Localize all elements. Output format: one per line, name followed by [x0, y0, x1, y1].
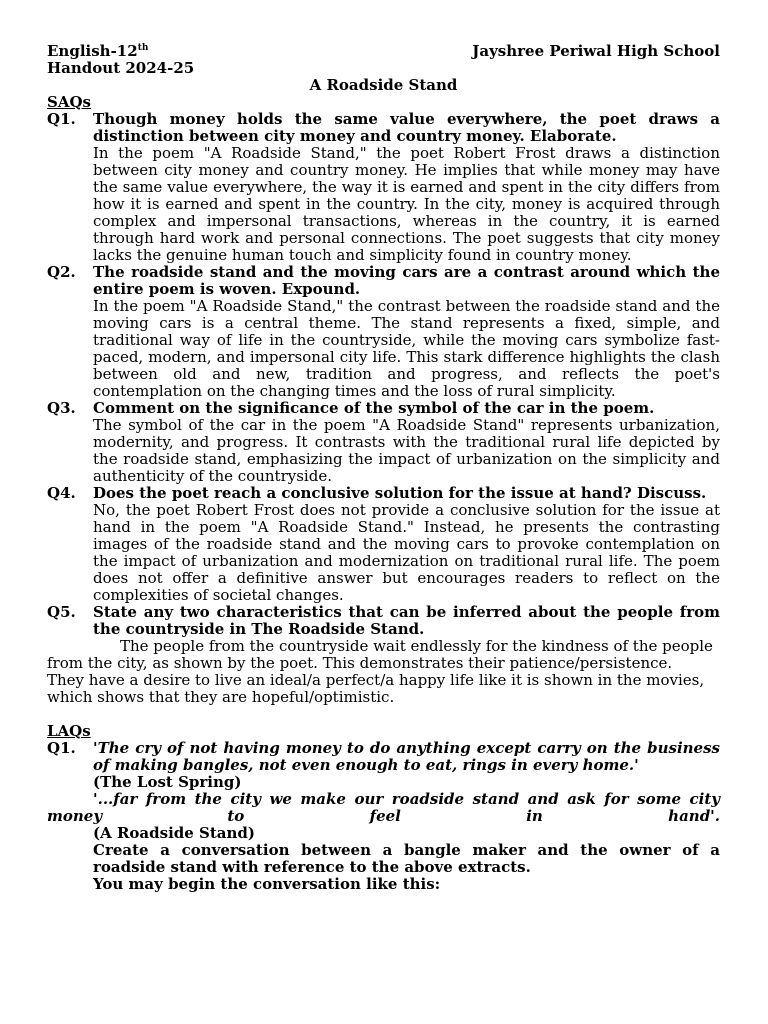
laq-q1-source1: (The Lost Spring): [93, 773, 242, 791]
laq-q1-source2: (A Roadside Stand): [93, 824, 256, 842]
answer-q1: In the poem "A Roadside Stand," the poet Robert Frost draws a distinction between city money and country money. He implies that while money may have the same value everywhere, the way it is earned and spent in the city differs from how it is earned and spent in the country. In the city, money is acquired through complex and impersonal transactions, whereas in the country, it is earned through hard work and personal connections. The poet suggests that city money lacks the genuine human touch and simplicity found in country money.: [93, 144, 720, 264]
laqs-heading: LAQs: [47, 722, 91, 740]
laq-q1-task: Create a conversation between a bangle maker and the owner of a roadside stand with reference to the above extracts.: [93, 841, 720, 876]
answer-q5-part2: They have a desire to live an ideal/a perfect/a happy life like it is shown in the movies, which shows that they are hopeful/optimistic.: [47, 671, 705, 706]
question-q4: Q4. Does the poet reach a conclusive solution for the issue at hand? Discuss.: [47, 484, 707, 502]
laq-q1-quote1: Q1. 'The cry of not having money to do anything except carry on the business of making bangles, not even enough to eat, rings in every home.': [47, 739, 720, 774]
subject-label: English-12th: [47, 42, 149, 60]
header-row: [47, 43, 720, 60]
laq-q1-quote2: '...far from the city we make our roadside stand and ask for some city money to feel in hand'.: [47, 790, 720, 825]
answer-q2: In the poem "A Roadside Stand," the contrast between the roadside stand and the moving cars is a central theme. The stand represents a fixed, simple, and traditional way of life in the countryside, while the moving cars symbolize fast-paced, modern, and impersonal city life. This stark difference highlights the clash between old and new, tradition and progress, and reflects the poet's contemplation on the changing times and the loss of rural simplicity.: [93, 297, 720, 400]
school-name: Jayshree Periwal High School: [472, 42, 720, 60]
handout-page: [47, 43, 720, 893]
answer-q5-part1: The people from the countryside wait endlessly for the kindness of the people from the city, as shown by the poet. This demonstrates their patience/persistence.: [47, 637, 713, 672]
saqs-heading: SAQs: [47, 93, 91, 111]
question-q1: Q1. Though money holds the same value everywhere, the poet draws a distinction between city money and country money. Elaborate.: [47, 110, 720, 145]
page-title: A Roadside Stand: [309, 76, 458, 94]
question-q2: Q2. The roadside stand and the moving cars are a contrast around which the entire poem is woven. Expound.: [47, 263, 720, 298]
question-q3: Q3. Comment on the significance of the symbol of the car in the poem.: [47, 399, 655, 417]
laq-q1-begin: You may begin the conversation like this:: [93, 875, 441, 893]
question-q5: Q5. State any two characteristics that can be inferred about the people from the countryside in The Roadside Stand.: [47, 603, 720, 638]
handout-label: Handout 2024-25: [47, 59, 195, 77]
answer-q3: The symbol of the car in the poem "A Roadside Stand" represents urbanization, modernity, and progress. It contrasts with the traditional rural life depicted by the roadside stand, emphasizing the impact of urbanization on the simplicity and authenticity of the countryside.: [93, 416, 720, 485]
answer-q4: No, the poet Robert Frost does not provide a conclusive solution for the issue at hand in the poem "A Roadside Stand." Instead, he presents the contrasting images of the roadside stand and the moving cars to provoke contemplation on the impact of urbanization and modernization on traditional rural life. The poem does not offer a definitive answer but encourages readers to reflect on the complexities of societal changes.: [93, 501, 720, 604]
